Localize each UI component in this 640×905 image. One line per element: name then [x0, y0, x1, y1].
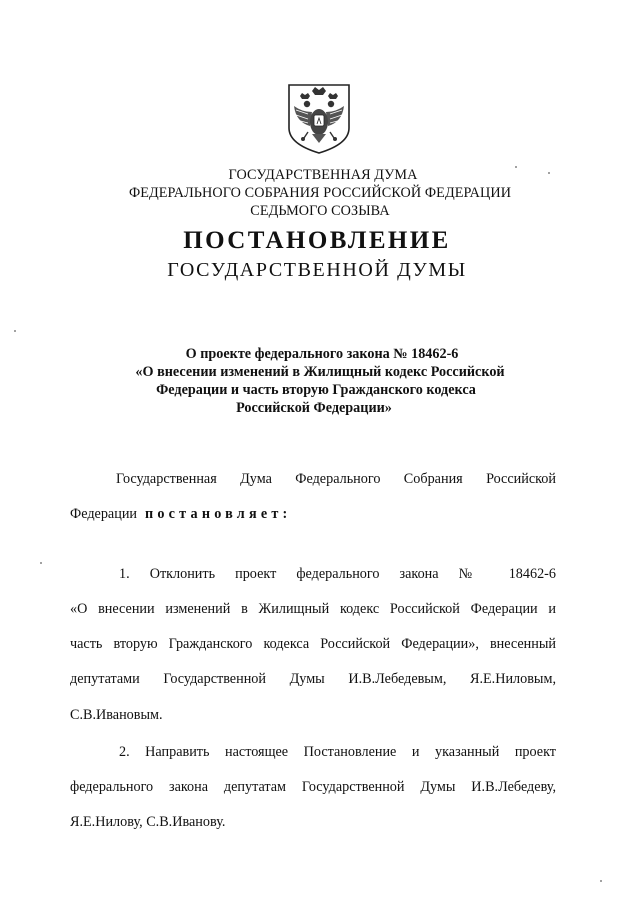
item-2-line: 2. Направить настоящее Постановление и указанный проект	[119, 744, 556, 760]
subject-line: Российской Федерации»	[236, 400, 392, 416]
preamble-line	[70, 505, 556, 523]
item-2-line: Я.Е.Нилову, С.В.Иванову.	[70, 814, 226, 830]
scan-speck	[40, 562, 42, 564]
item-2-line: федерального закона депутатам Государственной Думы И.В.Лебедеву,	[70, 779, 556, 795]
document-type-title: ПОСТАНОВЛЕНИЕ	[183, 227, 451, 254]
item-1-line: часть вторую Гражданского кодекса Российской Федерации», внесенный	[70, 636, 556, 652]
item-1-line: депутатами Государственной Думы И.В.Лебедевым, Я.Е.Ниловым,	[70, 671, 556, 687]
scan-speck	[14, 330, 16, 332]
subject-line: Федерации и часть вторую Гражданского кодекса	[156, 382, 476, 398]
org-name-line: ФЕДЕРАЛЬНОГО СОБРАНИЯ РОССИЙСКОЙ ФЕДЕРАЦИИ	[128, 185, 512, 201]
subject-line: «О внесении изменений в Жилищный кодекс Российской	[135, 364, 505, 380]
item-1-line: 1. Отклонить проект федерального закона № 18462-6	[119, 566, 556, 582]
item-1-line: С.В.Ивановым.	[70, 707, 163, 723]
preamble-line: Государственная Дума Федерального Собрания Российской	[116, 471, 556, 487]
russian-coat-of-arms-icon	[286, 82, 352, 156]
item-1-line: «О внесении изменений в Жилищный кодекс Российской Федерации и	[70, 601, 556, 617]
preamble-text: Федерации	[70, 506, 138, 522]
document-issuer-title: ГОСУДАРСТВЕННОЙ ДУМЫ	[167, 259, 467, 281]
convocation-line: СЕДЬМОГО СОЗЫВА	[250, 203, 390, 219]
scan-speck	[600, 880, 602, 882]
subject-line: О проекте федерального закона № 18462-6	[185, 346, 459, 362]
scan-speck	[548, 172, 550, 174]
scan-speck	[515, 166, 517, 168]
org-name-line: ГОСУДАРСТВЕННАЯ ДУМА	[228, 167, 418, 183]
decree-word: постановляет:	[145, 506, 292, 522]
